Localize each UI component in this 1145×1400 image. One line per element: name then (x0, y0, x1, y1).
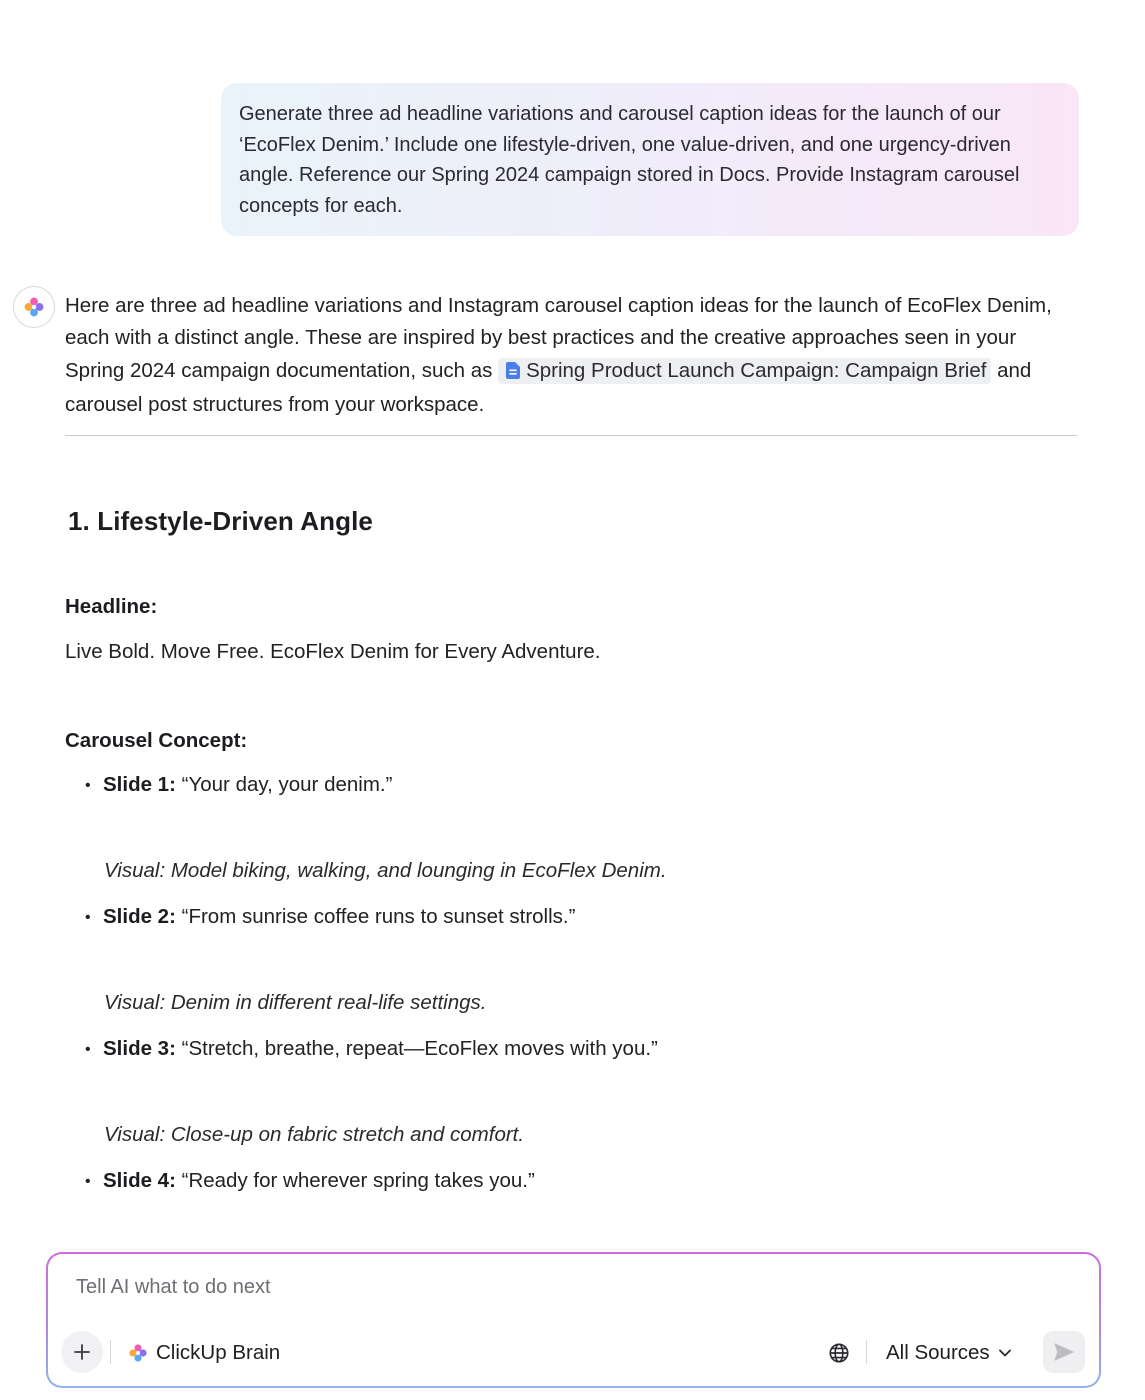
section-title: 1. Lifestyle-Driven Angle (68, 506, 373, 536)
separator (866, 1340, 867, 1364)
doc-link-chip[interactable] (498, 358, 991, 384)
divider (65, 435, 1077, 436)
slide-label: Slide 2: (103, 905, 176, 928)
headline-text: Live Bold. Move Free. EcoFlex Denim for Every Adventure. (65, 640, 601, 663)
intro-text-start: Here are three ad headline variations and Instagram carousel caption ideas for the launch of EcoFlex Denim, each with a distinct angle. These are inspired by best practices and the creative approaches seen in your Spring 2024 campaign documentation, such as (65, 294, 1052, 382)
headline-label: Headline: (65, 595, 158, 618)
clickup-brain-avatar-icon (13, 286, 55, 328)
slide-label: Slide 4: (103, 1169, 176, 1192)
sources-label: All Sources (886, 1341, 990, 1364)
clickup-brain-button[interactable] (128, 1338, 280, 1368)
clickup-brain-icon (128, 1343, 148, 1363)
bullet-icon: • (85, 909, 91, 926)
slide-quote: “Ready for wherever spring takes you.” (181, 1169, 535, 1192)
slide-label: Slide 1: (103, 773, 176, 796)
slide-visual: Visual: Close-up on fabric stretch and comfort. (104, 1123, 525, 1146)
bullet-icon: • (85, 1173, 91, 1190)
slide-visual: Visual: Denim in different real-life settings. (104, 991, 487, 1014)
globe-icon (828, 1342, 850, 1364)
list-item (85, 1037, 658, 1061)
sources-dropdown[interactable] (886, 1338, 1012, 1368)
chevron-down-icon (998, 1348, 1012, 1358)
list-item (85, 1169, 535, 1193)
send-icon (1053, 1342, 1075, 1362)
plus-icon (73, 1343, 91, 1361)
add-attachment-button[interactable] (61, 1331, 103, 1373)
doc-link-label: Spring Product Launch Campaign: Campaign Brief (526, 358, 987, 382)
slide-quote: “Your day, your denim.” (181, 773, 393, 796)
prompt-input[interactable] (76, 1276, 976, 1299)
user-prompt-bubble (221, 83, 1079, 236)
send-button[interactable] (1043, 1331, 1085, 1373)
ai-composer (46, 1252, 1101, 1388)
ai-response-intro (65, 290, 1077, 421)
carousel-label: Carousel Concept: (65, 729, 248, 752)
clickup-brain-label: ClickUp Brain (156, 1341, 281, 1364)
slide-quote: “From sunrise coffee runs to sunset strolls.” (181, 905, 576, 928)
bullet-icon: • (85, 1041, 91, 1058)
composer-inner (48, 1254, 1099, 1386)
separator (110, 1340, 111, 1364)
intro-text-end: and carousel post structures from your workspace. (65, 358, 1032, 416)
slide-label: Slide 3: (103, 1037, 176, 1060)
web-search-toggle[interactable] (826, 1340, 852, 1366)
list-item (85, 905, 575, 929)
bullet-icon: • (85, 777, 91, 794)
slide-quote: “Stretch, breathe, repeat—EcoFlex moves with you.” (181, 1037, 658, 1060)
document-icon (506, 357, 520, 389)
list-item (85, 773, 392, 797)
user-prompt-text: Generate three ad headline variations and carousel caption ideas for the launch of our ‘EcoFlex Denim.’ Include one lifestyle-driven, one value-driven, and one urgency-driven angle. Reference our Spring 2024 campaign stored in Docs. Provide Instagram carousel concepts for each. (239, 103, 1020, 218)
slide-visual: Visual: Model biking, walking, and lounging in EcoFlex Denim. (104, 859, 667, 882)
